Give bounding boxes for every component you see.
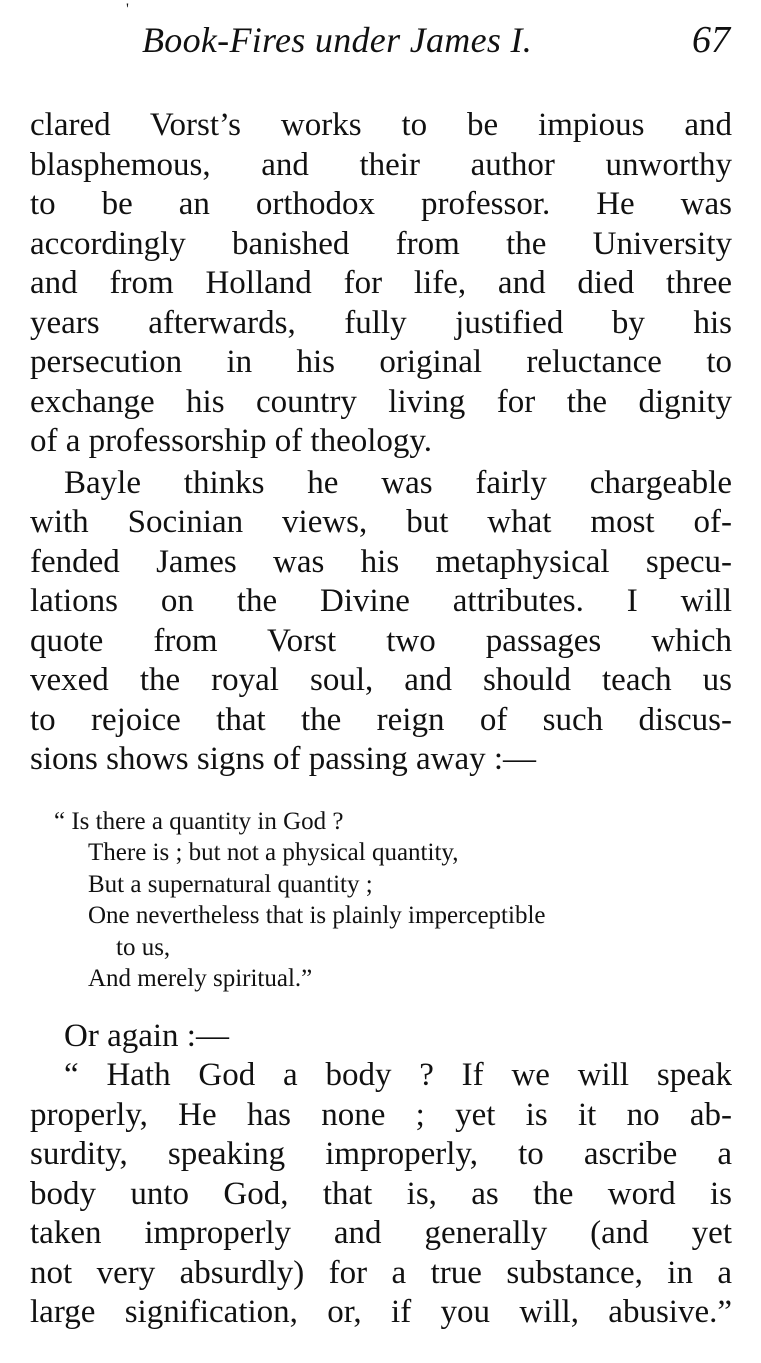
text-line: with Socinian views, but what most of- (30, 504, 732, 540)
paragraph-2 (30, 464, 732, 780)
book-page (30, 0, 732, 1333)
text-line: “ Hath God a body ? If we will speak (64, 1057, 732, 1093)
text-line: persecution in his original reluctance to (30, 344, 732, 380)
text-line: fended James was his metaphysical specu- (30, 543, 732, 580)
tick-mark: ' (126, 1, 129, 18)
text-line: lations on the Divine attributes. I will (30, 583, 732, 619)
verse-line: But a supernatural quantity ; (88, 870, 373, 898)
text-line: to be an orthodox professor. He was (30, 186, 732, 222)
text-line: not very absurdly) for a true substance, in a (30, 1254, 732, 1291)
text-line: exchange his country living for the dignity (30, 383, 732, 420)
paragraph-3 (30, 1017, 732, 1333)
text-line: vexed the royal soul, and should teach us (30, 662, 732, 698)
verse-line: And merely spiritual.” (88, 965, 313, 992)
text-line: body unto God, that is, as the word is (30, 1175, 732, 1212)
text-line: to rejoice that the reign of such discus- (30, 701, 732, 738)
verse-line: There is ; but not a physical quantity, (88, 839, 459, 866)
text-line: sions shows signs of passing away :— (30, 741, 537, 777)
text-line: large signification, or, if you will, abusive.” (30, 1294, 732, 1330)
text-line: properly, He has none ; yet is it no ab- (30, 1096, 732, 1133)
page-header (30, 0, 732, 76)
verse-line: One nevertheless that is plainly imperceptible (88, 902, 546, 929)
text-line: blasphemous, and their author unworthy (30, 146, 732, 183)
text-line: surdity, speaking improperly, to ascribe a (30, 1136, 732, 1172)
text-line: clared Vorst’s works to be impious and (30, 107, 732, 143)
verse-line: to us, (116, 933, 171, 961)
verse-quotation (54, 806, 732, 995)
text-line: taken improperly and generally (and yet (30, 1215, 732, 1251)
text-line: quote from Vorst two passages which (30, 622, 732, 659)
text-line: of a professorship of theology. (30, 423, 433, 459)
text-line: years afterwards, fully justified by his (30, 304, 732, 341)
page-number: 67 (692, 19, 730, 61)
text-line: accordingly banished from the University (30, 225, 732, 262)
verse-line: “ Is there a quantity in God ? (54, 807, 344, 835)
text-line: Or again :— (64, 1017, 229, 1054)
running-title: Book-Fires under James I. (142, 20, 533, 60)
text-line: and from Holland for life, and died three (30, 265, 732, 301)
text-line: Bayle thinks he was fairly chargeable (64, 464, 732, 501)
paragraph-1 (30, 106, 732, 462)
